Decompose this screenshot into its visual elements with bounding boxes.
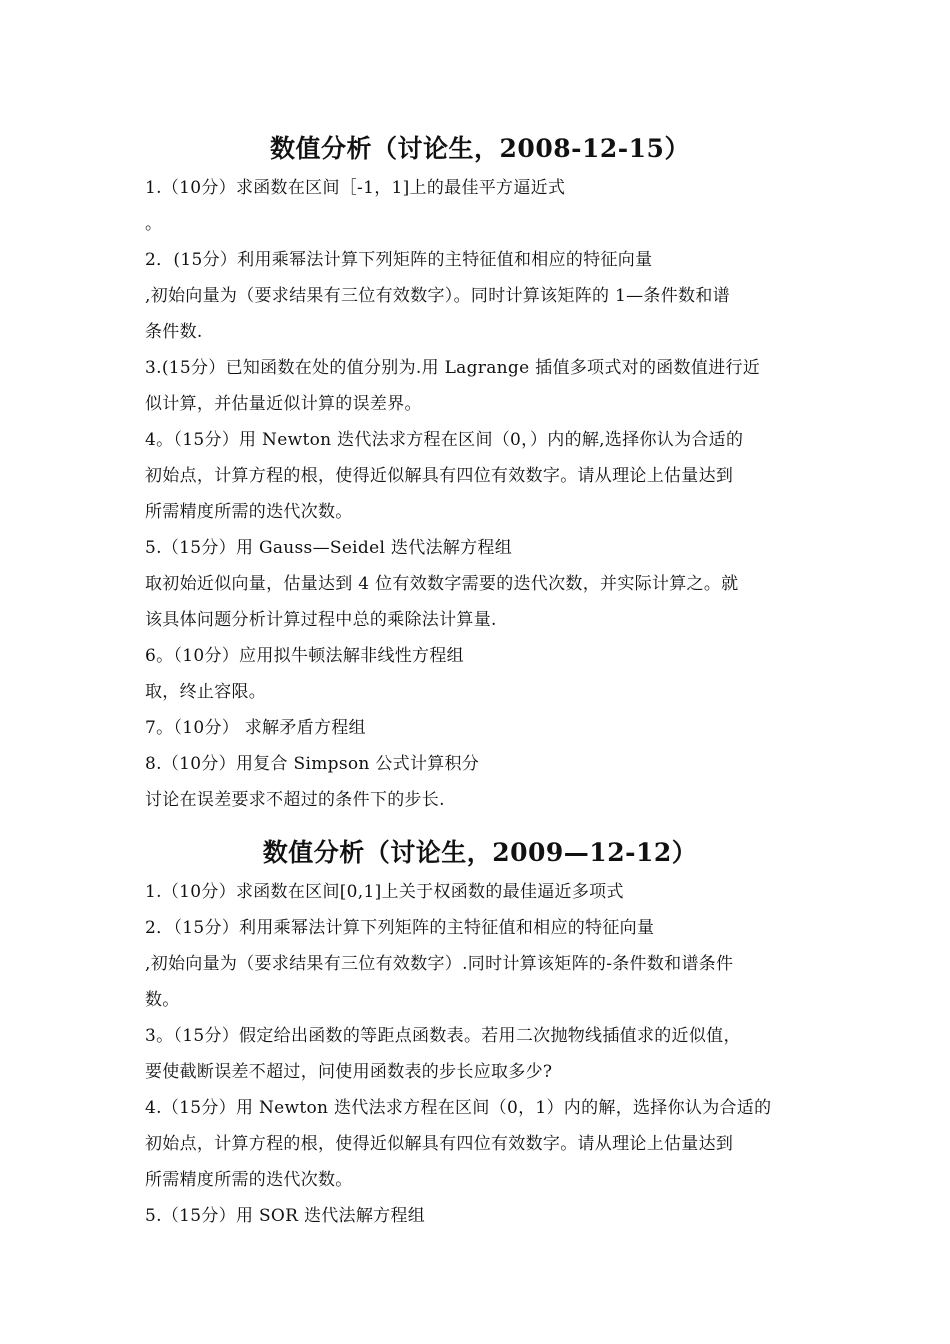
text-line: 3.(15分）已知函数在处的值分别为.用 Lagrange 插值多项式对的函数值进行近 [145, 358, 761, 378]
text-line: 8.（10分）用复合 Simpson 公式计算积分 [145, 754, 480, 774]
text-line: 3。（15分）假定给出函数的等距点函数表。若用二次抛物线插值求的近似值， [145, 1026, 741, 1046]
text-line: 7。（10分） 求解矛盾方程组 [145, 718, 366, 738]
text-line: 所需精度所需的迭代次数。 [145, 1170, 353, 1190]
text-line: ,初始向量为（要求结果有三位有效数字）.同时计算该矩阵的-条件数和谱条件 [145, 954, 734, 974]
text-line: ,初始向量为（要求结果有三位有效数字）。同时计算该矩阵的 1—条件数和谱 [145, 286, 730, 306]
text-line: 条件数. [145, 322, 203, 342]
text-line: 。 [145, 214, 163, 234]
section-title: 数值分析（讨论生，2008-12-15） [270, 134, 690, 163]
text-line: 6。（10分）应用拟牛顿法解非线性方程组 [145, 646, 464, 666]
exam-section-2008 [145, 128, 815, 818]
text-line: 1.（10分）求函数在区间［-1，1]上的最佳平方逼近式 [145, 178, 566, 198]
text-line: 该具体问题分析计算过程中总的乘除法计算量. [145, 610, 497, 630]
text-line: 要使截断误差不超过，问使用函数表的步长应取多少? [145, 1062, 553, 1082]
text-line: 4.（15分）用 Newton 迭代法求方程在区间（0，1）内的解，选择你认为合适的 [145, 1098, 772, 1118]
text-line: 5.（15分）用 SOR 迭代法解方程组 [145, 1206, 426, 1226]
text-line: 初始点，计算方程的根，使得近似解具有四位有效数字。请从理论上估量达到 [145, 1134, 734, 1154]
text-line: 2．(15分）利用乘幂法计算下列矩阵的主特征值和相应的特征向量 [145, 250, 653, 270]
text-line: 初始点，计算方程的根，使得近似解具有四位有效数字。请从理论上估量达到 [145, 466, 734, 486]
text-line: 讨论在误差要求不超过的条件下的步长. [145, 790, 445, 810]
text-line: 似计算，并估量近似计算的误差界。 [145, 394, 422, 414]
text-line: 取，终止容限。 [145, 682, 267, 702]
text-line: 1.（10分）求函数在区间[0,1]上关于权函数的最佳逼近多项式 [145, 882, 624, 902]
text-line: 取初始近似向量，估量达到 4 位有效数字需要的迭代次数，并实际计算之。就 [145, 574, 739, 594]
text-line: 数。 [145, 990, 180, 1010]
exam-section-2009 [145, 832, 815, 1234]
section-title: 数值分析（讨论生，2009—12-12） [262, 838, 698, 867]
text-line: 2．（15分）利用乘幂法计算下列矩阵的主特征值和相应的特征向量 [145, 918, 655, 938]
text-line: 4。（15分）用 Newton 迭代法求方程在区间（0，）内的解,选择你认为合适的 [145, 430, 744, 450]
text-line: 所需精度所需的迭代次数。 [145, 502, 353, 522]
text-line: 5.（15分）用 Gauss—Seidel 迭代法解方程组 [145, 538, 512, 558]
document-page [145, 128, 815, 1234]
